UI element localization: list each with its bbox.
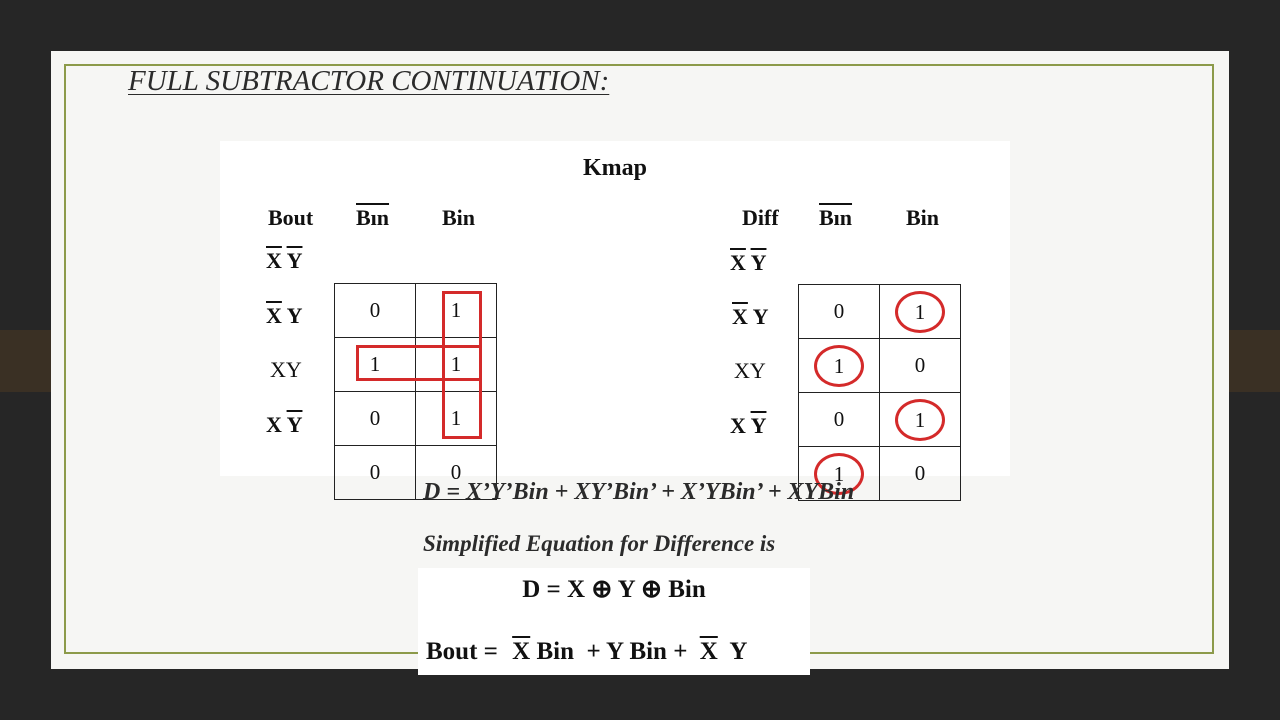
diff-row-label-3: XY (734, 358, 766, 383)
bout-corner-label: Bout (268, 205, 314, 230)
bout-row-label-3: XY (270, 357, 302, 382)
bout-cell: 0 (416, 446, 497, 500)
slide (51, 51, 1229, 669)
bout-cell: 1 (416, 392, 497, 446)
result-difference: D = X ⊕ Y ⊕ Bin (522, 576, 706, 603)
diff-col-bin: Bin (906, 205, 940, 230)
diff-row-label-1: $\overline{X}$ $\overline{Y}$ (730, 250, 767, 275)
diff-cell: 0 (799, 393, 880, 447)
diff-cell: 0 (799, 285, 880, 339)
diff-circled-one: 1 (895, 399, 945, 441)
result-equations-panel (418, 568, 810, 675)
diff-circled-one: 1 (895, 291, 945, 333)
diff-cell: 0 (880, 339, 961, 393)
difference-equation: D = X’Y’Bin + XY’Bin’ + X’YBin’ + XYBin (423, 479, 855, 505)
bout-col-bin-bar: $\overline{Bın}$ (356, 205, 390, 230)
result-borrow-out: Bout = $\overline{X}$ Bin + Y Bin + $\overline{X}$ Y (426, 638, 748, 665)
diff-table (798, 284, 961, 501)
bout-cell: 0 (335, 284, 416, 338)
table-row (799, 285, 961, 339)
diff-row-label-2: $\overline{X}$ Y (732, 304, 769, 329)
simplified-note: Simplified Equation for Difference is (423, 531, 776, 556)
bout-cell: 0 (335, 446, 416, 500)
bout-col-bin: Bin (442, 205, 476, 230)
diff-circled-one: 1 (814, 453, 864, 495)
bout-cell: 1 (335, 338, 416, 392)
slide-title: FULL SUBTRACTOR CONTINUATION: (128, 65, 610, 97)
diff-row-label-4: X $\overline{Y}$ (730, 413, 767, 438)
bout-row-label-1: $\overline{X}$ $\overline{Y}$ (266, 248, 303, 273)
table-row (799, 339, 961, 393)
diff-col-bin-bar: $\overline{Bın}$ (819, 205, 853, 230)
kmap-heading: Kmap (582, 155, 647, 181)
bout-cell: 1 (416, 284, 497, 338)
diff-cell: 0 (880, 447, 961, 501)
bout-row-label-4: X $\overline{Y}$ (266, 412, 303, 437)
diff-cell (799, 339, 880, 393)
kmap-image-panel (220, 141, 1010, 486)
bout-cell: 1 (416, 338, 497, 392)
diff-cell (880, 393, 961, 447)
diff-circled-one: 1 (814, 345, 864, 387)
bout-group-horizontal (356, 345, 482, 381)
diff-cell (880, 285, 961, 339)
bout-cell: 0 (335, 392, 416, 446)
table-row (799, 393, 961, 447)
bout-row-label-2: $\overline{X}$ Y (266, 303, 303, 328)
diff-corner-label: Diff (742, 205, 779, 230)
